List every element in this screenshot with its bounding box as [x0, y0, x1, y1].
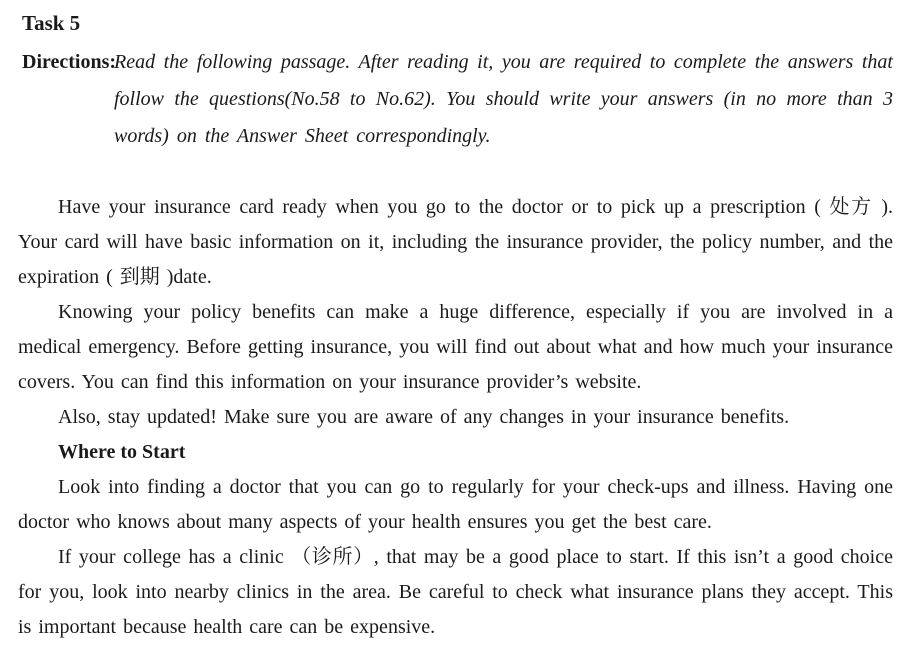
- passage-body: [18, 190, 893, 645]
- passage-paragraph: If your college has a clinic （诊所）, that may be a good place to start. If this isn’t a good choice for you, look into nearby clinics in the area. Be careful to check what insurance plans they accept. This is important because health care can be expensive.: [18, 546, 893, 638]
- passage-paragraph: Also, stay updated! Make sure you are aware of any changes in your insurance benefits.: [58, 406, 790, 428]
- directions-label: Directions:: [22, 51, 117, 73]
- passage-paragraph: Knowing your policy benefits can make a huge difference, especially if you are involved in a medical emergency. Before getting insurance, you will find out about what and how much your insurance covers. You can find this information on your insurance provider’s website.: [18, 301, 893, 393]
- directions-text: Read the following passage. After reading it, you are required to complete the answers that follow the questions(No.58 to No.62). You should write your answers (in no more than 3 words) on the Answer Sheet correspondingly.: [114, 51, 893, 147]
- passage-paragraph: Look into finding a doctor that you can go to regularly for your check-ups and illness. Having one doctor who knows about many aspects of your health ensures you get the best care.: [18, 476, 893, 533]
- passage-subheading: Where to Start: [58, 441, 186, 463]
- passage-paragraph: Have your insurance card ready when you go to the doctor or to pick up a prescription ( 处方 ). Your card will have basic information on it, including the insurance provider, the policy number, and the expiration ( 到期 )date.: [18, 196, 893, 288]
- directions-block: [22, 44, 893, 155]
- task-title: Task 5: [22, 11, 81, 35]
